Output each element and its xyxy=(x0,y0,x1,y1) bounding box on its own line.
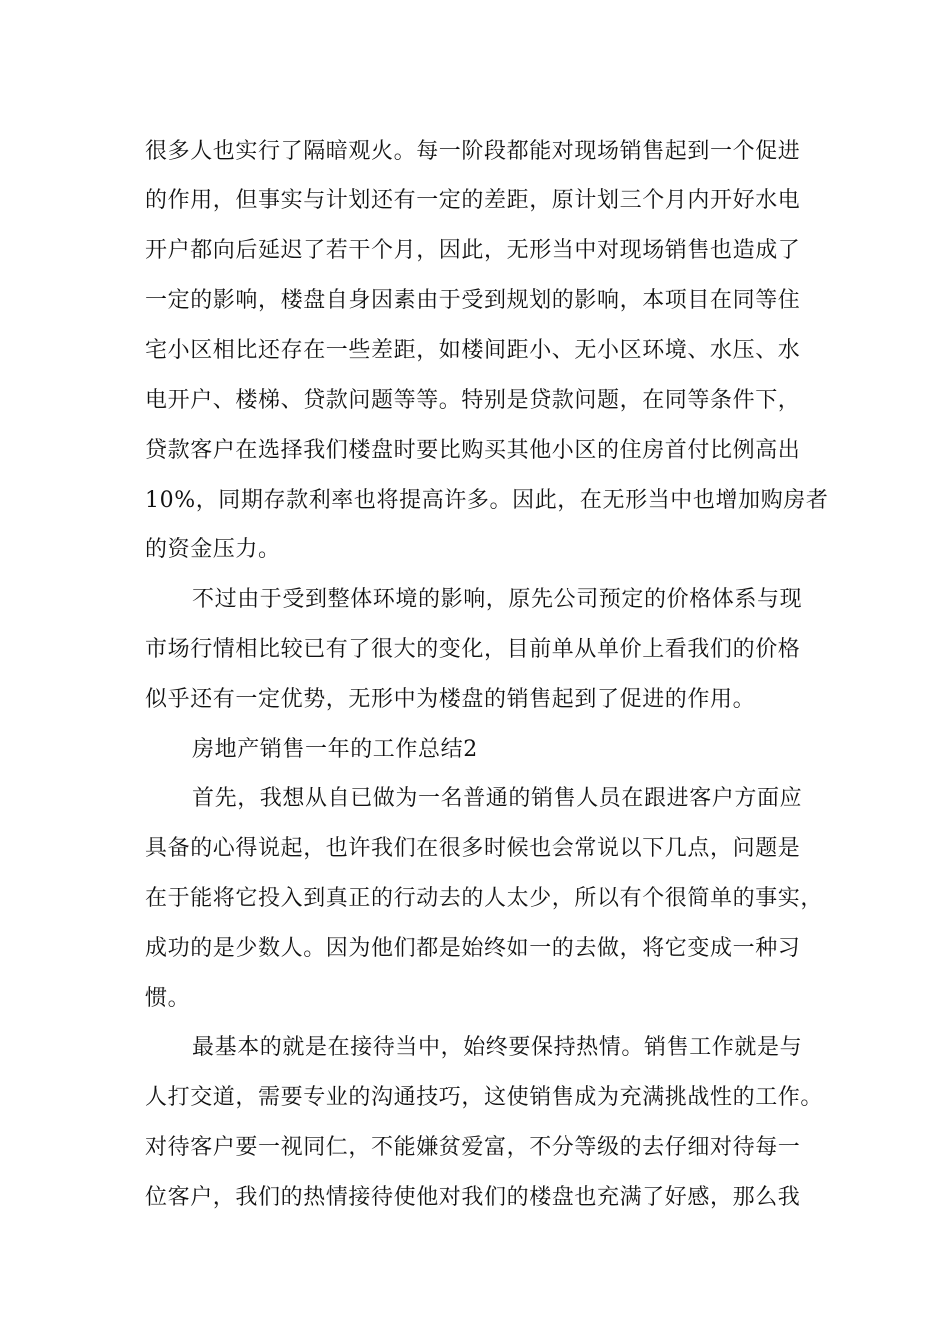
paragraph-first-line: 最基本的就是在接待当中，始终要保持热情。销售工作就是与 xyxy=(192,1035,803,1060)
body-text-line: 电开户、楼梯、贷款问题等等。特别是贷款问题，在同等条件下， xyxy=(145,388,801,413)
paragraph-first-line: 首先，我想从自已做为一名普通的销售人员在跟进客户方面应 xyxy=(192,786,803,811)
body-text-line: 的资金压力。 xyxy=(145,537,281,562)
body-text-line: 人打交道，需要专业的沟通技巧，这使销售成为充满挑战性的工作。 xyxy=(145,1085,824,1110)
body-text-line: 似乎还有一定优势，无形中为楼盘的销售起到了促进的作用。 xyxy=(145,687,756,712)
body-text-line: 具备的心得说起，也许我们在很多时候也会常说以下几点，问题是 xyxy=(145,836,801,861)
body-text-line: 宅小区相比还存在一些差距，如楼间距小、无小区环境、水压、水 xyxy=(145,338,801,363)
body-text-line: 位客户，我们的热情接待使他对我们的楼盘也充满了好感，那么我 xyxy=(145,1185,801,1210)
body-text-line: 开户都向后延迟了若干个月，因此，无形当中对现场销售也造成了 xyxy=(145,238,801,263)
body-text-line: 贷款客户在选择我们楼盘时要比购买其他小区的住房首付比例高出 xyxy=(145,438,801,463)
body-text-line: 一定的影响，楼盘自身因素由于受到规划的影响，本项目在同等住 xyxy=(145,288,801,313)
body-text-line: 在于能将它投入到真正的行动去的人太少，所以有个很简单的事实， xyxy=(145,886,824,911)
body-text-line: 成功的是少数人。因为他们都是始终如一的去做，将它变成一种习 xyxy=(145,936,801,961)
body-text-line: 10%，同期存款利率也将提高许多。因此，在无形当中也增加购房者 xyxy=(145,488,829,513)
body-text-line: 市场行情相比较已有了很大的变化，目前单从单价上看我们的价格 xyxy=(145,637,801,662)
body-text-line: 的作用，但事实与计划还有一定的差距，原计划三个月内开好水电 xyxy=(145,188,801,213)
body-text-line: 很多人也实行了隔暗观火。每一阶段都能对现场销售起到一个促进 xyxy=(145,139,801,164)
paragraph-first-line: 不过由于受到整体环境的影响，原先公司预定的价格体系与现 xyxy=(192,587,803,612)
body-text-line: 对待客户要一视同仁，不能嫌贫爱富，不分等级的去仔细对待每一 xyxy=(145,1135,801,1160)
body-text-line: 惯。 xyxy=(145,986,191,1011)
section-heading: 房地产销售一年的工作总结2 xyxy=(192,737,478,762)
